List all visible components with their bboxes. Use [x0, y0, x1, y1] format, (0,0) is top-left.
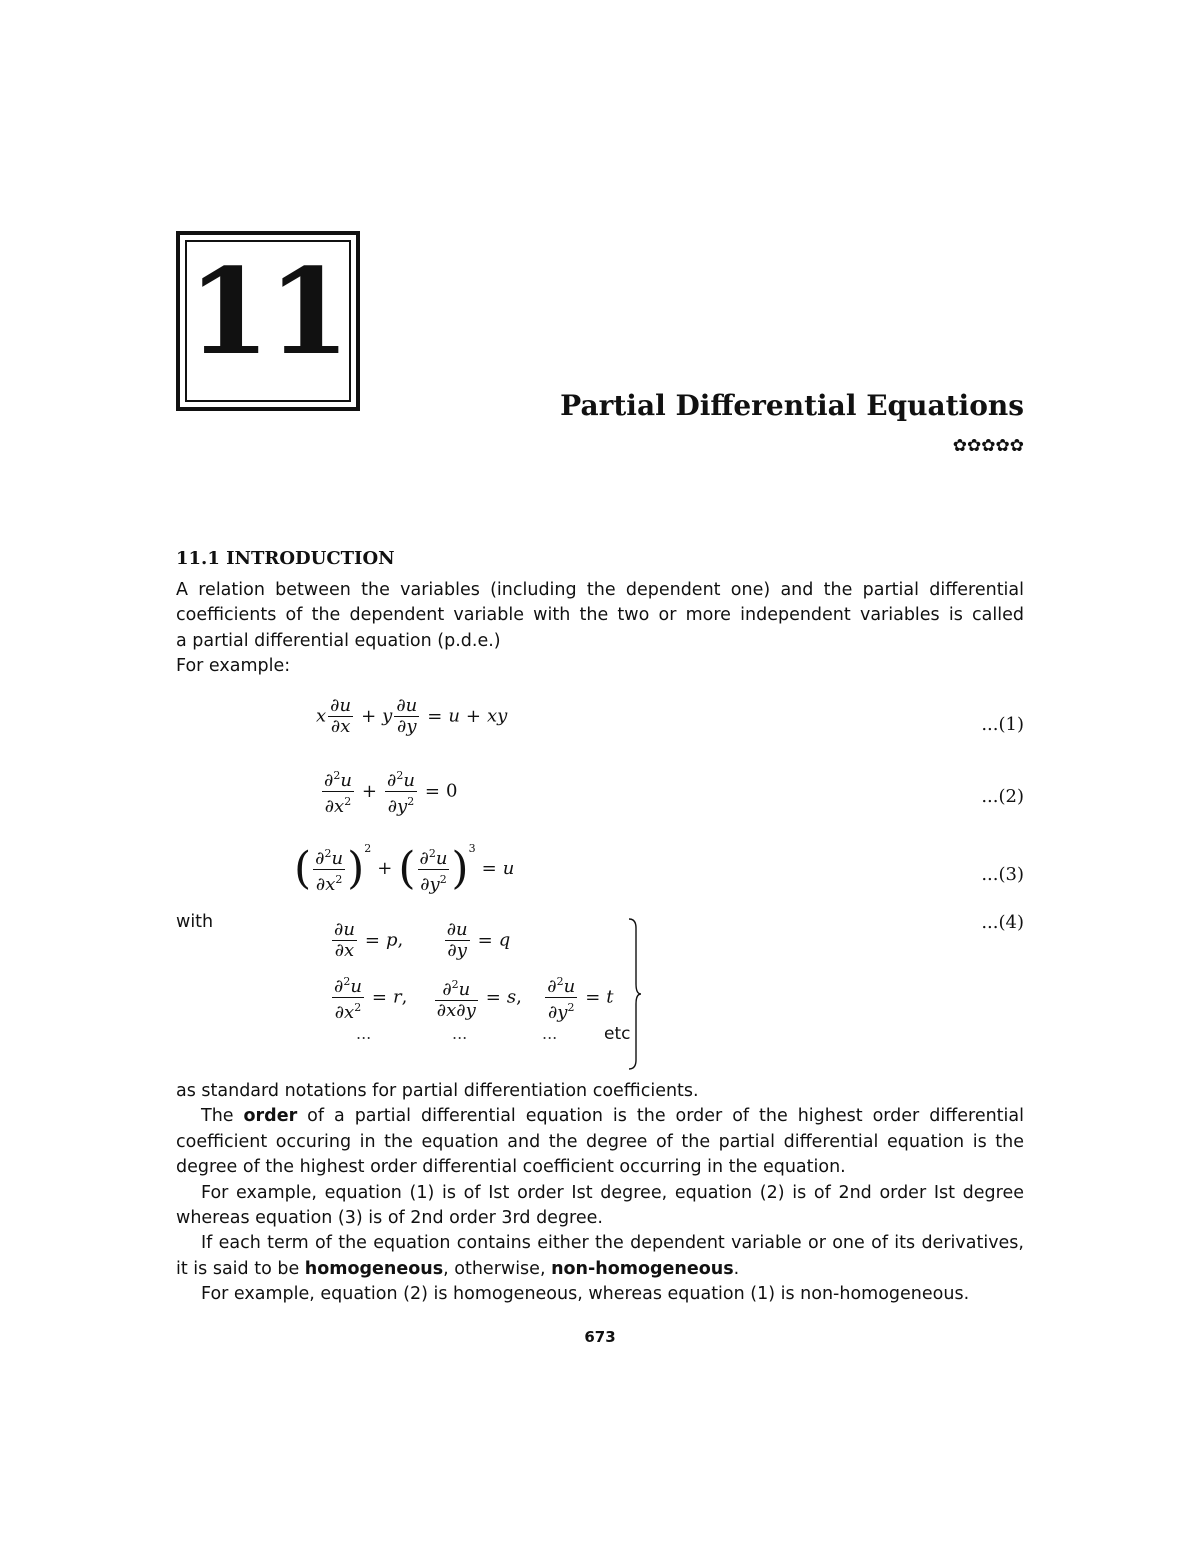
ellipsis: ...: [356, 1024, 372, 1043]
equation-4-number: ...(4): [981, 912, 1024, 933]
page-number: 673: [584, 1328, 616, 1346]
ornament-divider: ✿✿✿✿✿: [952, 436, 1024, 456]
notation-sentence: as standard notations for partial differentiation coefficients.: [176, 1081, 699, 1101]
homogeneous-line: If each term of the equation contains either the dependent variable or one of its derivatives,: [201, 1233, 1024, 1254]
chapter-number: 11: [187, 242, 349, 381]
order-line: [176, 1104, 1024, 1129]
text-run: The: [201, 1106, 244, 1127]
chapter-title: Partial Differential Equations: [560, 389, 1024, 422]
intro-line: For example:: [176, 656, 291, 677]
homogeneous-line: [176, 1257, 1024, 1282]
non-homogeneous-term: non-homogeneous: [551, 1258, 734, 1279]
order-line: coefficient occuring in the equation and the degree of the partial differential equation is the: [176, 1131, 1024, 1152]
section-heading: 11.1 INTRODUCTION: [176, 548, 395, 569]
order-line: degree of the highest order differential coefficient occurring in the equation.: [176, 1157, 846, 1178]
right-brace: [628, 918, 642, 1070]
text-run: , otherwise,: [443, 1258, 552, 1279]
notation-row-1: $\frac{\partial u}{\partial x}$ = p, $\frac{\partial u}{\partial y}$ = q: [334, 919, 511, 961]
text-run: it is said to be: [176, 1258, 305, 1279]
etc-label: etc: [604, 1024, 631, 1044]
notation-row-2: $\frac{\partial^2u}{\partial x^2}$ = r, $\frac{\partial^2u}{\partial x\partial y}$ = s, $\frac{\partial^2u}{\partial y^2}$ = t: [330, 972, 614, 1023]
homogeneous-term: homogeneous: [304, 1258, 444, 1279]
equation-3: ( $\frac{\partial^2u}{\partial x^2}$ )$^2$+ ( $\frac{\partial^2u}{\partial y^2}$ )$^3$= u: [294, 842, 515, 895]
equation-2-number: ...(2): [981, 786, 1024, 807]
intro-line: a partial differential equation (p.d.e.): [176, 630, 501, 651]
equation-1-number: ...(1): [981, 714, 1024, 735]
example-line: whereas equation (3) is of 2nd order 3rd degree.: [176, 1208, 603, 1229]
intro-paragraph: [176, 578, 1024, 680]
ellipsis: ...: [542, 1024, 558, 1043]
chapter-number-box: [176, 231, 360, 411]
equation-3-number: ...(3): [981, 864, 1024, 885]
order-term: order: [243, 1106, 298, 1127]
text-run: .: [733, 1258, 740, 1279]
equation-2: $\frac{\partial^2u}{\partial x^2}$ + $\frac{\partial^2u}{\partial y^2}$ = 0: [320, 766, 457, 817]
example-line: For example, equation (1) is of Ist order Ist degree, equation (2) is of 2nd order Ist degree: [201, 1182, 1024, 1203]
intro-line: coefficients of the dependent variable with the two or more independent variables is called: [176, 605, 1024, 626]
final-example-line: For example, equation (2) is homogeneous, whereas equation (1) is non-homogeneous.: [201, 1284, 970, 1305]
ellipsis: ...: [452, 1024, 468, 1043]
intro-line: A relation between the variables (including the dependent one) and the partial differential: [176, 580, 1024, 600]
equation-1: x $\frac{\partial u}{\partial x}$ + y $\frac{\partial u}{\partial y}$ = u + xy: [316, 695, 508, 737]
with-label: with: [176, 912, 214, 932]
text-run: of a partial differential equation is the order of the highest order differential: [297, 1106, 1024, 1127]
body-text: [176, 1079, 1024, 1308]
